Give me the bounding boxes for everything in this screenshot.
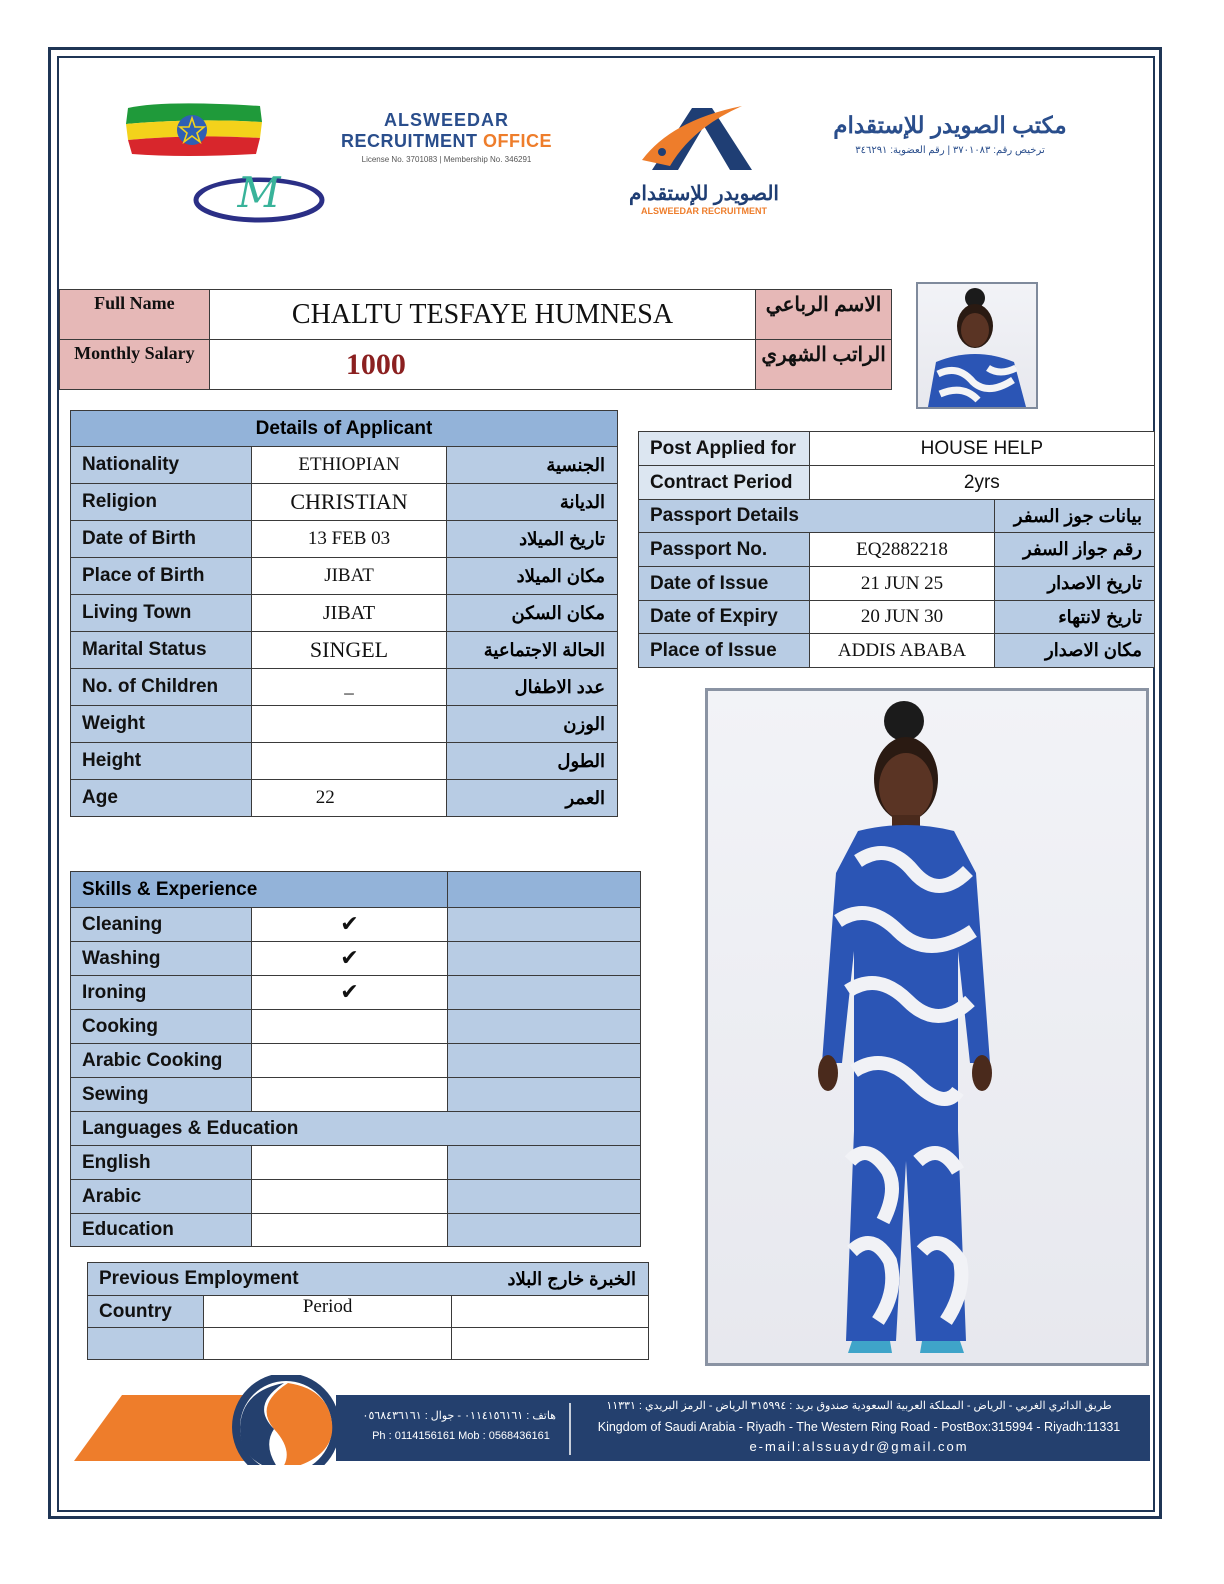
row-value: CHRISTIAN: [251, 484, 447, 521]
row-value: 20 JUN 30: [809, 601, 995, 634]
employment-title: Previous Employment: [88, 1263, 452, 1296]
row-value: _: [251, 669, 447, 706]
row-value: 13 FEB 03: [251, 521, 447, 558]
post-label: Post Applied for: [639, 432, 810, 466]
table-row: [71, 484, 618, 521]
language-value: [252, 1180, 448, 1214]
skill-extra: [448, 1044, 641, 1078]
skill-label: Sewing: [71, 1078, 252, 1112]
table-row: [71, 976, 641, 1010]
language-label: Education: [71, 1214, 252, 1247]
skill-label: Ironing: [71, 976, 252, 1010]
row-label-ar: مكان السكن: [447, 595, 618, 632]
row-label-ar: الحالة الاجتماعية: [447, 632, 618, 669]
period-label: Period: [203, 1296, 451, 1328]
applicant-photo-full: [705, 688, 1149, 1366]
check-icon: ✔: [252, 976, 448, 1010]
row-value: [251, 706, 447, 743]
table-row: [71, 632, 618, 669]
skill-extra: [448, 1078, 641, 1112]
alsweedar-ar-logo: [826, 112, 1074, 156]
table-row: [639, 567, 1155, 601]
row-label-ar: رقم جواز السفر: [995, 533, 1155, 567]
employment-title-ar: الخبرة خارج البلاد: [452, 1263, 649, 1296]
salary-label: Monthly Salary: [60, 340, 210, 390]
row-label: Marital Status: [71, 632, 252, 669]
applicant-details-title: Details of Applicant: [71, 411, 618, 447]
country-label: Country: [88, 1296, 204, 1328]
skill-label: Cleaning: [71, 908, 252, 942]
row-label-ar: عدد الاطفال: [447, 669, 618, 706]
row-label: Weight: [71, 706, 252, 743]
table-row: [71, 908, 641, 942]
table-row: [639, 533, 1155, 567]
row-value: EQ2882218: [809, 533, 995, 567]
row-value: 22: [251, 780, 447, 817]
language-extra: [448, 1214, 641, 1247]
footer-banner: [74, 1375, 1150, 1465]
post-value: HOUSE HELP: [809, 432, 1154, 466]
ethiopia-flag-logo: [124, 100, 264, 160]
row-value: ETHIOPIAN: [251, 447, 447, 484]
table-row: [71, 1044, 641, 1078]
skill-extra: [448, 976, 641, 1010]
row-value: ADDIS ABABA: [809, 634, 995, 668]
applicant-details-table: [70, 410, 618, 817]
row-label: No. of Children: [71, 669, 252, 706]
row-label-ar: العمر: [447, 780, 618, 817]
skill-mark: [252, 1010, 448, 1044]
table-row: [71, 1214, 641, 1247]
right-logo-ar: مكتب الصويدر للإستقدام: [833, 112, 1067, 138]
table-row: [71, 1078, 641, 1112]
center-logo-ar: الصويدر للإستقدام: [629, 183, 779, 205]
previous-employment-table: [87, 1262, 649, 1360]
row-label: Date of Birth: [71, 521, 252, 558]
footer-email: e-mail:alssuaydr@gmail.com: [749, 1439, 969, 1454]
skill-mark: [252, 1044, 448, 1078]
skills-title: Skills & Experience: [71, 872, 448, 908]
row-value: 21 JUN 25: [809, 567, 995, 601]
table-row: [71, 521, 618, 558]
row-label: Date of Expiry: [639, 601, 810, 634]
table-row: [639, 634, 1155, 668]
row-label-ar: الديانة: [447, 484, 618, 521]
row-label: Place of Issue: [639, 634, 810, 668]
language-label: Arabic: [71, 1180, 252, 1214]
row-label-ar: مكان الميلاد: [447, 558, 618, 595]
full-name-value: CHALTU TESFAYE HUMNESA: [209, 290, 755, 340]
identity-table: [59, 289, 892, 390]
language-value: [252, 1214, 448, 1247]
footer-address-ar: طريق الدائري الغربي - الرياض - المملكة العربية السعودية صندوق بريد : ٣١٥٩٩٤ الرياض - الرمز البريدي : ١١٣٣١: [606, 1400, 1112, 1412]
center-logo-en: ALSWEEDAR RECRUITMENT: [641, 206, 767, 216]
skill-label: Washing: [71, 942, 252, 976]
row-label-ar: مكان الاصدار: [995, 634, 1155, 668]
applicant-portrait-small: [916, 282, 1038, 409]
table-row: [71, 595, 618, 632]
contract-value: 2yrs: [809, 466, 1154, 500]
passport-details-title-ar: بيانات جوز السفر: [995, 500, 1155, 533]
right-logo-ar-sub: ترخيص رقم: ٣٧٠١٠٨٣ | رقم العضوية: ٣٤٦٢٩١: [855, 145, 1045, 156]
row-label: Living Town: [71, 595, 252, 632]
skill-mark: [252, 1078, 448, 1112]
row-label-ar: الطول: [447, 743, 618, 780]
row-value: SINGEL: [251, 632, 447, 669]
language-label: English: [71, 1146, 252, 1180]
skill-extra: [448, 1010, 641, 1044]
employment-period-cell: [203, 1328, 451, 1360]
footer-phone-en: Ph : 0114156161 Mob : 0568436161: [372, 1430, 550, 1442]
salary-ar: الراتب الشهري: [756, 340, 892, 390]
table-row: [71, 780, 618, 817]
check-icon: ✔: [252, 942, 448, 976]
table-row: [71, 942, 641, 976]
employment-extra-cell: [452, 1328, 649, 1360]
logo-en-office: OFFICE: [483, 131, 552, 151]
row-label-ar: تاريخ لانتهاء: [995, 601, 1155, 634]
language-extra: [448, 1180, 641, 1214]
languages-title: Languages & Education: [71, 1112, 641, 1146]
row-value: JIBAT: [251, 558, 447, 595]
full-name-label: Full Name: [60, 290, 210, 340]
row-label: Passport No.: [639, 533, 810, 567]
post-passport-table: [638, 431, 1155, 668]
table-row: [71, 447, 618, 484]
skill-extra: [448, 908, 641, 942]
alsweedar-center-logo: [612, 100, 796, 220]
row-label: Age: [71, 780, 252, 817]
table-row: [71, 669, 618, 706]
m-agency-logo: [192, 170, 326, 224]
row-label: Height: [71, 743, 252, 780]
m-letter: M: [237, 168, 281, 217]
table-row: [71, 743, 618, 780]
table-row: [639, 601, 1155, 634]
row-value: JIBAT: [251, 595, 447, 632]
table-row: [71, 558, 618, 595]
footer-address-en: Kingdom of Saudi Arabia - Riyadh - The Western Ring Road - PostBox:315994 - Riyadh:11331: [597, 1420, 1121, 1434]
language-value: [252, 1146, 448, 1180]
salary-value: 1000: [209, 340, 755, 390]
skill-extra: [448, 942, 641, 976]
table-row: [88, 1328, 649, 1360]
skills-header-empty: [448, 872, 641, 908]
skills-table: [70, 871, 641, 1247]
table-row: [71, 1146, 641, 1180]
skill-label: Cooking: [71, 1010, 252, 1044]
footer-phone-ar: هاتف : ٠١١٤١٥٦١٦١ - جوال : ٠٥٦٨٤٣٦١٦١: [362, 1410, 556, 1422]
logo-en-name: ALSWEEDAR: [384, 110, 509, 130]
language-extra: [448, 1146, 641, 1180]
employment-country-cell: [88, 1328, 204, 1360]
skill-label: Arabic Cooking: [71, 1044, 252, 1078]
license-line: License No. 3701083 | Membership No. 346291: [361, 155, 532, 164]
alsweedar-en-logo: [334, 110, 559, 164]
row-label: Place of Birth: [71, 558, 252, 595]
logo-en-recruitment: RECRUITMENT: [340, 131, 478, 151]
passport-details-title: Passport Details: [639, 500, 995, 533]
row-label-ar: الجنسية: [447, 447, 618, 484]
row-label-ar: تاريخ الميلاد: [447, 521, 618, 558]
row-label: Religion: [71, 484, 252, 521]
row-label: Date of Issue: [639, 567, 810, 601]
table-row: [71, 1180, 641, 1214]
table-row: [71, 706, 618, 743]
full-name-ar: الاسم الرباعي: [756, 290, 892, 340]
row-label: Nationality: [71, 447, 252, 484]
employment-extra: [452, 1296, 649, 1328]
row-label-ar: الوزن: [447, 706, 618, 743]
contract-label: Contract Period: [639, 466, 810, 500]
table-row: [71, 1010, 641, 1044]
row-value: [251, 743, 447, 780]
row-label-ar: تاريخ الاصدار: [995, 567, 1155, 601]
check-icon: ✔: [252, 908, 448, 942]
